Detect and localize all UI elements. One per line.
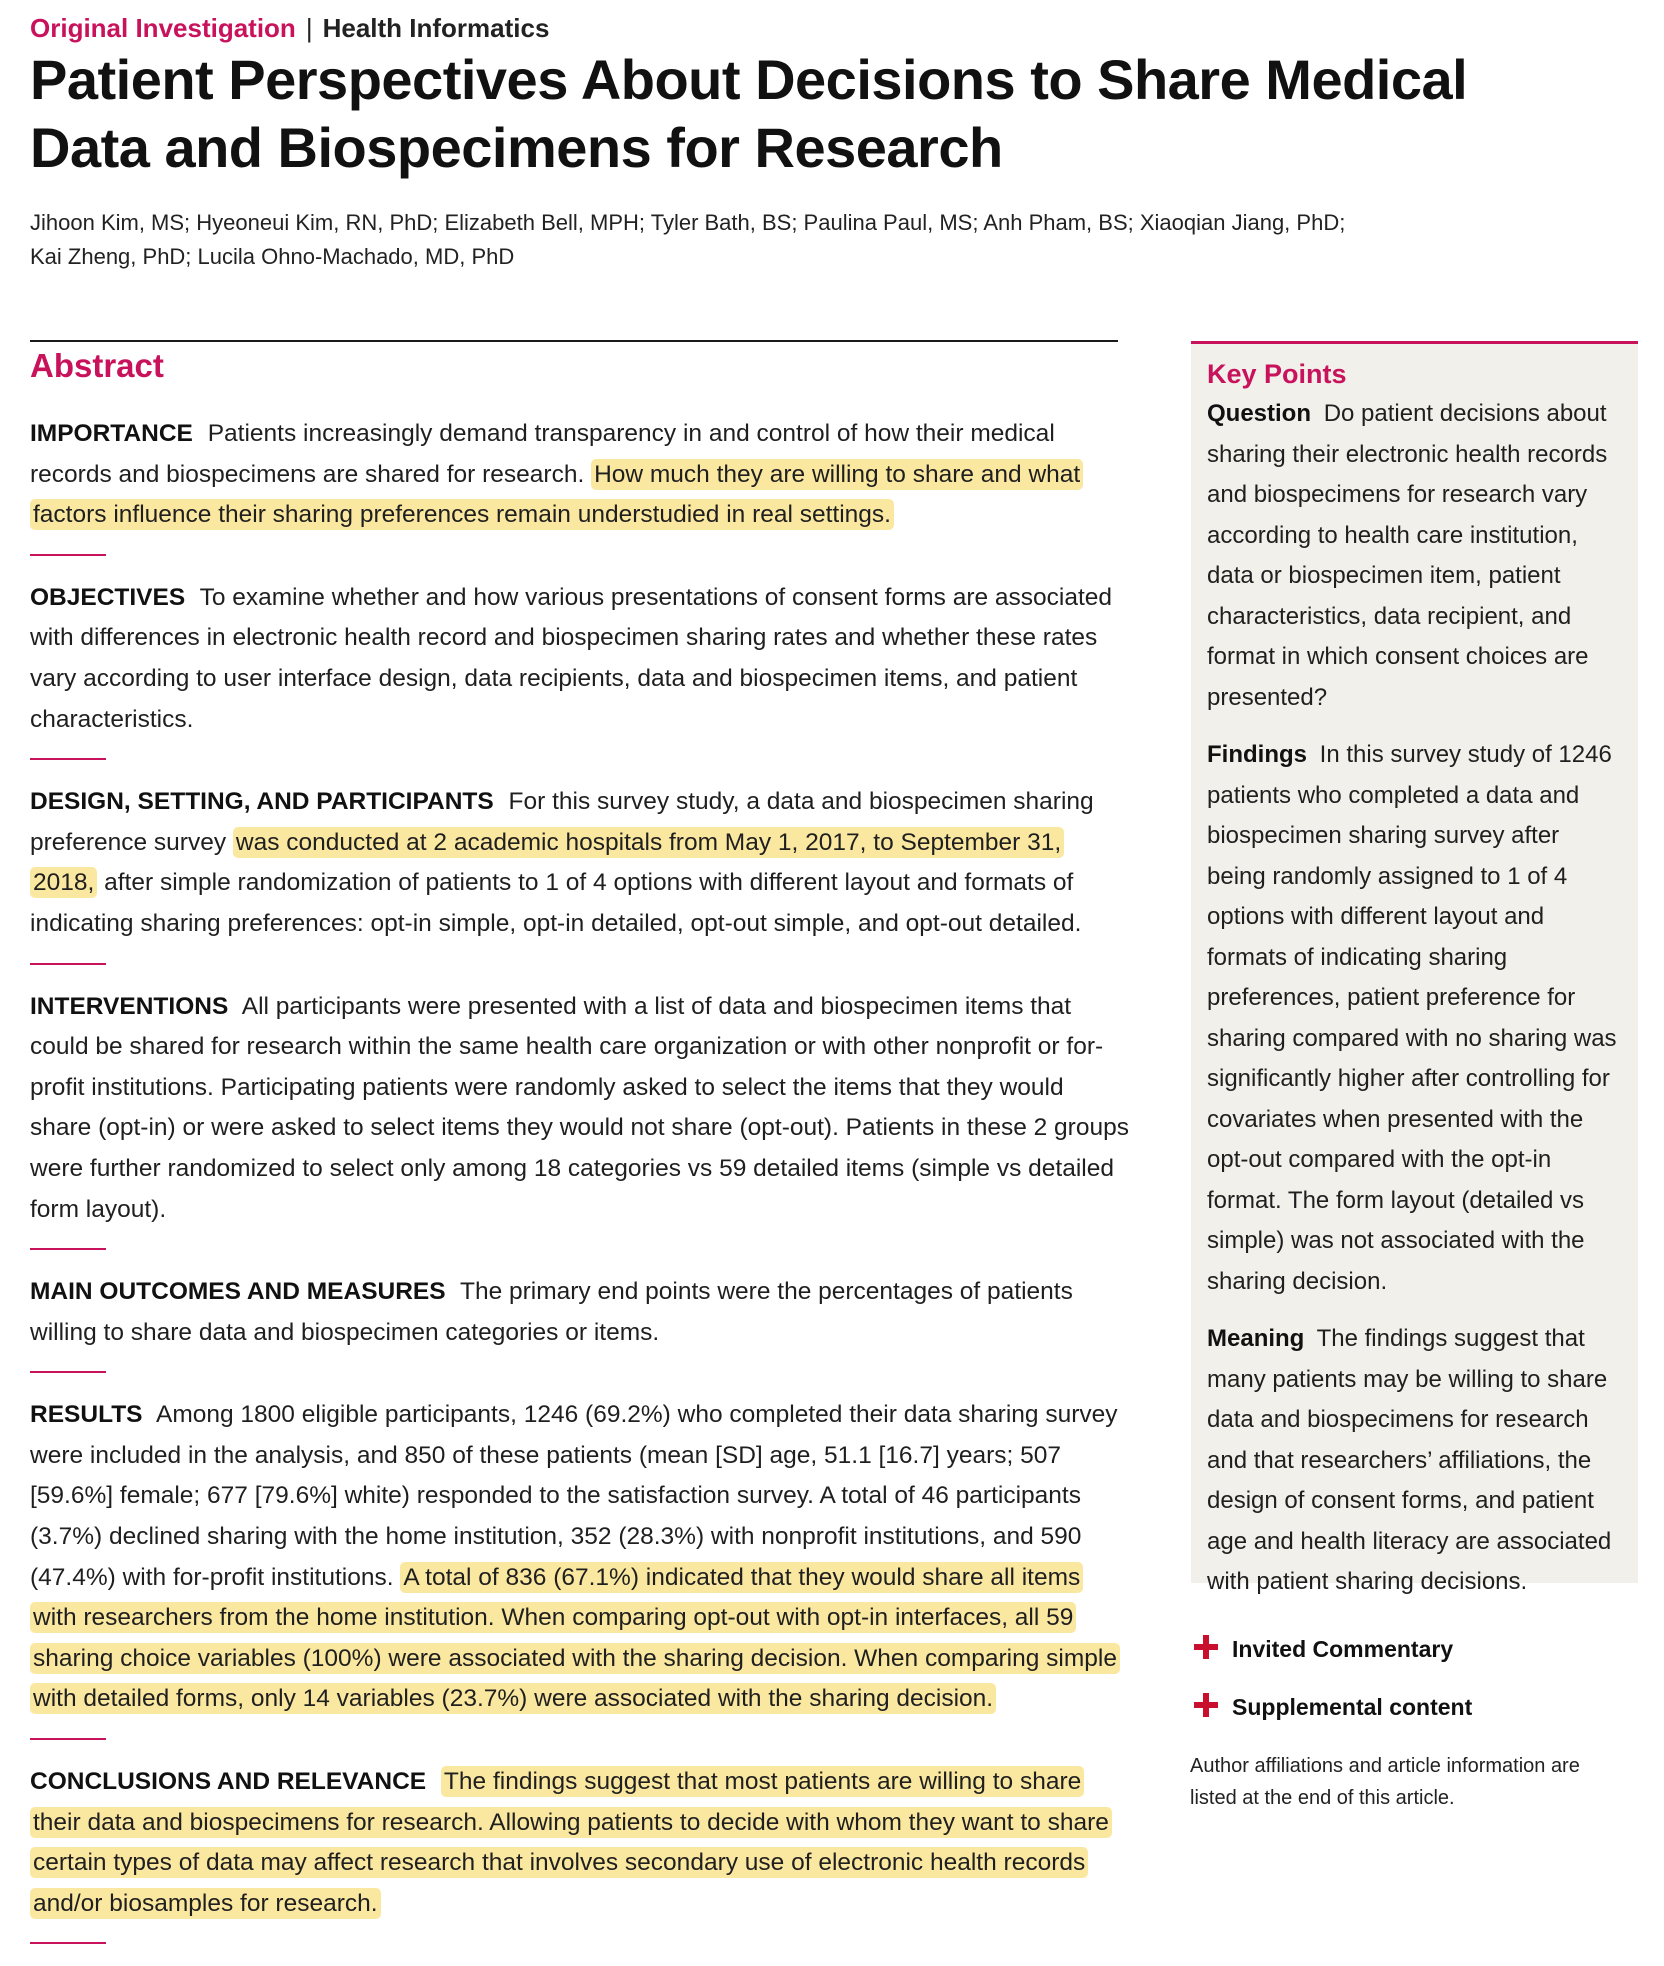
- design-label: DESIGN, SETTING, AND PARTICIPANTS: [30, 788, 494, 816]
- design-text-before: For this survey study, a data and biospecimen sharing preference survey: [30, 788, 1094, 856]
- section-divider: [30, 1738, 106, 1740]
- authors-line-1: Jihoon Kim, MS; Hyeoneui Kim, RN, PhD; Elizabeth Bell, MPH; Tyler Bath, BS; Paulina Paul, MS; Anh Pham, BS; Xiaoqian Jiang, PhD;: [30, 210, 1346, 235]
- supplemental-content-link[interactable]: [1190, 1678, 1640, 1736]
- outcomes-label: MAIN OUTCOMES AND MEASURES: [30, 1278, 446, 1306]
- findings-label: Findings: [1207, 741, 1307, 768]
- section-divider: [30, 758, 106, 760]
- results-highlight: A total of 836 (67.1%) indicated that they would share all items with researchers from the home institution. When comparing opt-out with opt-in interfaces, all 59 sharing choice variables (100%) were associated with the sharing decision. When comparing simple with detailed forms, only 14 variables (23.7%) were associated with the sharing decision.: [30, 1562, 1120, 1715]
- key-points-question: [1207, 394, 1622, 718]
- results-text: Among 1800 eligible participants, 1246 (69.2%) who completed their data sharing survey were included in the analysis, and 850 of these patients (mean [SD] age, 51.1 [16.7] years; 507 [59.6%] female; 677 [79.6%] white) responded to the satisfaction survey. A total of 46 participants (3.7%) declined sharing with the home institution, 352 (28.3%) with nonprofit institutions, and 590 (47.4%) with for-profit institutions.: [30, 1401, 1118, 1591]
- key-points-meaning: [1207, 1319, 1622, 1603]
- section-divider: [30, 963, 106, 965]
- section-divider: [30, 1371, 106, 1373]
- abstract-top-rule: [30, 340, 1118, 342]
- abstract-body: [30, 414, 1130, 1966]
- plus-icon: [1194, 1635, 1218, 1659]
- importance-text: Patients increasingly demand transparency in and control of how their medical records and biospecimens are shared for research.: [30, 420, 1055, 488]
- question-label: Question: [1207, 400, 1312, 427]
- question-text: Do patient decisions about sharing their electronic health records and biospecimens for research vary according to health care institution, data or biospecimen item, patient characteristics, data recipient, and format in which consent choices are presented?: [1207, 400, 1608, 711]
- abstract-results: [30, 1395, 1130, 1720]
- affiliations-note: Author affiliations and article information are listed at the end of this article.: [1190, 1755, 1580, 1809]
- plus-icon: [1194, 1693, 1218, 1717]
- invited-commentary-link[interactable]: [1190, 1620, 1640, 1678]
- conclusions-label: CONCLUSIONS AND RELEVANCE: [30, 1768, 427, 1796]
- findings-text: In this survey study of 1246 patients who completed a data and biospecimen sharing survey after being randomly assigned to 1 of 4 options with different layout and formats of indicating sharing preferences, patient preference for sharing compared with no sharing was significantly higher after controlling for covariates when presented with the opt-out compared with the opt-in format. The form layout (detailed vs simple) was not associated with the sharing decision.: [1207, 741, 1617, 1295]
- abstract-design: [30, 782, 1130, 944]
- objectives-text: To examine whether and how various presentations of consent forms are associated with differences in electronic health record and biospecimen sharing rates and whether these rates vary according to user interface design, data recipients, data and biospecimen items, and patient characteristics.: [30, 583, 1113, 733]
- results-label: RESULTS: [30, 1401, 143, 1429]
- abstract-interventions: [30, 987, 1130, 1231]
- author-list: [30, 206, 1350, 274]
- authors-line-2: Kai Zheng, PhD; Lucila Ohno-Machado, MD, PhD: [30, 244, 515, 269]
- key-points-findings: [1207, 735, 1622, 1302]
- abstract-objectives: [30, 578, 1130, 740]
- article-title: Patient Perspectives About Decisions to Share Medical Data and Biospecimens for Research: [30, 48, 1468, 179]
- invited-commentary-label: Invited Commentary: [1232, 1635, 1454, 1662]
- interventions-label: INTERVENTIONS: [30, 992, 229, 1020]
- sidebar-links: [1190, 1620, 1640, 1814]
- section-divider: [30, 554, 106, 556]
- abstract-heading: Abstract: [30, 347, 164, 384]
- article-kicker: [30, 10, 549, 46]
- supplemental-content-label: Supplemental content: [1232, 1693, 1473, 1720]
- section-divider: [30, 1248, 106, 1250]
- objectives-label: OBJECTIVES: [30, 583, 186, 611]
- article-section[interactable]: Health Informatics: [322, 13, 550, 43]
- design-text-after: after simple randomization of patients to 1 of 4 options with different layout and formats of indicating sharing preferences: opt-in simple, opt-in detailed, opt-out simple, and opt-out detailed.: [30, 869, 1082, 937]
- importance-label: IMPORTANCE: [30, 420, 193, 447]
- kicker-separator: |: [305, 13, 313, 43]
- meaning-text: The findings suggest that many patients may be willing to share data and biospecimens for research and that researchers’ affiliations, the design of consent forms, and patient age and health literacy are associated with patient sharing decisions.: [1207, 1325, 1612, 1595]
- abstract-importance: [30, 414, 1130, 536]
- key-points-heading: Key Points: [1207, 359, 1347, 389]
- design-highlight: was conducted at 2 academic hospitals from May 1, 2017, to September 31, 2018,: [30, 827, 1064, 899]
- importance-highlight: How much they are willing to share and what factors influence their sharing preferences remain understudied in real settings.: [30, 459, 1083, 531]
- meaning-label: Meaning: [1207, 1325, 1305, 1352]
- conclusions-highlight: The findings suggest that most patients are willing to share their data and biospecimens for research. Allowing patients to decide with whom they want to share certain types of data may affect research that involves secondary use of electronic health records and/or biosamples for research.: [30, 1766, 1112, 1919]
- interventions-text: All participants were presented with a list of data and biospecimen items that could be shared for research within the same health care organization or with other nonprofit or for-profit institutions. Participating patients were randomly asked to select the items that they would share (opt-in) or were asked to select items they would not share (opt-out). Patients in these 2 groups were further randomized to select only among 18 categories vs 59 detailed items (simple vs detailed form layout).: [30, 992, 1129, 1223]
- outcomes-text: The primary end points were the percentages of patients willing to share data and biospecimen categories or items.: [30, 1278, 1073, 1346]
- article-type[interactable]: Original Investigation: [30, 13, 296, 43]
- key-points-box: [1191, 341, 1638, 1595]
- section-divider: [30, 1942, 106, 1944]
- abstract-conclusions: [30, 1762, 1130, 1924]
- abstract-outcomes: [30, 1272, 1130, 1353]
